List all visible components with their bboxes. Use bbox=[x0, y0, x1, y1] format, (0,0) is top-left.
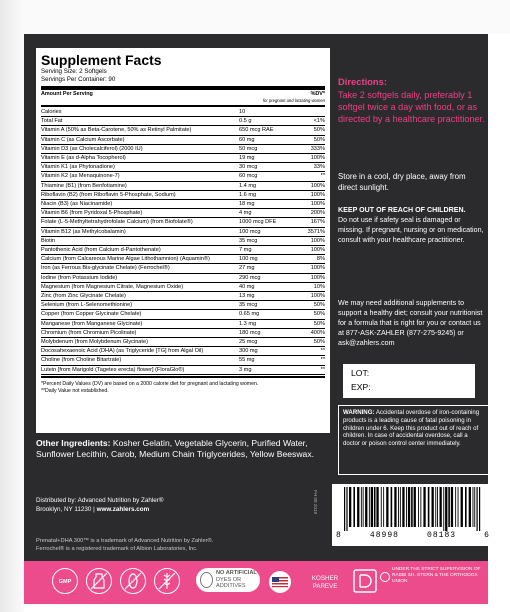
nutrient-amount: 1.6 mg bbox=[239, 191, 257, 198]
trademark-line1: Prenatal+DHA 300™ is a trademark of Advanced Nutrition by Zahler®. bbox=[36, 538, 214, 544]
nutrient-dv: 50% bbox=[313, 127, 325, 134]
nutrient-dv: 100% bbox=[310, 155, 325, 162]
nutrient-dv: 50% bbox=[313, 339, 325, 346]
nutrient-row bbox=[41, 145, 325, 154]
nutrient-amount: 1.3 mg bbox=[239, 320, 257, 327]
nutrient-dv: ** bbox=[320, 366, 325, 373]
barcode-bar bbox=[448, 487, 450, 527]
barcode-bar bbox=[400, 487, 401, 527]
usa-flag-icon bbox=[268, 570, 292, 594]
nutrient-name: Choline (from Choline Bitartrate) bbox=[41, 357, 122, 364]
nutrient-name: Vitamin K1 (as Phytonadione) bbox=[41, 164, 115, 171]
additional-info: We may need additional supplements to support a healthy diet; consult your nutritionist for a formula that is right for you or contact us at 877-ASK-ZAHLER (877-275-9245) or ask@zahlers.com bbox=[338, 299, 483, 347]
trademark-line2: Ferrochel® is a registered trademark of Albion Laboratories, Inc. bbox=[36, 546, 198, 552]
nutrient-name: Calcium (from Calcareous Marine Algae Lithothamnion) (Aquamin®) bbox=[41, 256, 210, 263]
nutrient-name: Vitamin K2 (as Menaquinone-7) bbox=[41, 173, 120, 180]
nutrient-row bbox=[41, 274, 325, 283]
nutrient-row bbox=[41, 347, 325, 356]
lot-exp-box bbox=[343, 364, 475, 398]
barcode-bar bbox=[418, 487, 419, 527]
nutrient-dv: 100% bbox=[310, 237, 325, 244]
supplement-facts-panel bbox=[36, 48, 330, 433]
barcode-bar bbox=[371, 487, 373, 527]
barcode-bar bbox=[437, 487, 438, 527]
nutrient-row bbox=[41, 292, 325, 301]
nutrient-dv: 50% bbox=[313, 320, 325, 327]
nutrient-dv: 333% bbox=[310, 145, 325, 152]
nutrient-dv: 100% bbox=[310, 191, 325, 198]
storage-text: Store in a cool, dry place, away from direct sunlight. bbox=[338, 172, 466, 192]
barcode-bar bbox=[432, 487, 434, 527]
nutrient-row bbox=[41, 108, 325, 117]
nutrient-amount: 3 mg bbox=[239, 366, 252, 373]
nutrient-amount: 35 mcg bbox=[239, 237, 258, 244]
barcode-bar bbox=[374, 487, 376, 527]
barcode-bar bbox=[477, 487, 478, 531]
nutrient-name: Thiamine (B1) (from Benfotiamine) bbox=[41, 182, 127, 189]
nutrient-amount: 27 mg bbox=[239, 265, 255, 272]
no-artificial-label: NO ARTIFICIAL bbox=[216, 570, 257, 577]
barcode bbox=[332, 484, 490, 546]
no-artificial-sub: DYES OR ADDITIVES bbox=[216, 576, 246, 590]
keep-out-heading: KEEP OUT OF REACH OF CHILDREN. bbox=[338, 206, 466, 214]
barcode-bar bbox=[349, 487, 351, 527]
trademark-notes bbox=[36, 537, 336, 553]
nutrient-amount: 0.5 g bbox=[239, 118, 252, 125]
nutrient-amount: 19 mg bbox=[239, 155, 255, 162]
nutrient-amount: 25 mcg bbox=[239, 339, 258, 346]
nutrient-dv: 100% bbox=[310, 182, 325, 189]
barcode-number bbox=[336, 531, 490, 540]
kosher-mark bbox=[302, 575, 348, 591]
barcode-bar bbox=[445, 487, 447, 531]
background-top bbox=[0, 0, 510, 34]
barcode-bar bbox=[394, 487, 396, 527]
nutrient-name: Vitamin D3 (as Cholecalciferol) (2000 IU) bbox=[41, 145, 143, 152]
nutrient-dv: 50% bbox=[313, 302, 325, 309]
side-code: FH 08 2019 bbox=[313, 490, 318, 515]
nutrient-row bbox=[41, 320, 325, 329]
nutrient-dv: 10% bbox=[313, 283, 325, 290]
nutrient-name: Niacin (B3) (as Niacinamide) bbox=[41, 201, 113, 208]
barcode-bar bbox=[381, 487, 382, 527]
nutrient-dv: 8% bbox=[316, 256, 325, 263]
nutrient-name: Pantothenic Acid (from Calcium d-Pantothenate) bbox=[41, 247, 161, 254]
nutrient-row bbox=[41, 191, 325, 200]
nutrient-name: Folate (L-5-Methyltetrahydrofolate Calcium) (from Biofolate®) bbox=[41, 219, 193, 226]
supervision-text: UNDER THE STRICT SUPERVISION OF RABBI SH. STERN & THE ORTHODOX UNION bbox=[392, 567, 481, 584]
nutrient-amount: 35 mcg bbox=[239, 302, 258, 309]
gluten-free-icon bbox=[154, 568, 180, 594]
nutrient-dv: 100% bbox=[310, 293, 325, 300]
barcode-bar bbox=[376, 487, 378, 527]
divider-medium bbox=[41, 376, 325, 378]
no-artificial-text bbox=[216, 570, 260, 590]
nutrient-name: Manganese (from Manganese Glycinate) bbox=[41, 320, 143, 327]
nutrient-row bbox=[41, 338, 325, 347]
nutrient-amount: 290 mcg bbox=[239, 274, 261, 281]
barcode-group2: 08183 bbox=[427, 531, 457, 540]
nutrient-name: Total Fat bbox=[41, 118, 63, 125]
barcode-bar bbox=[451, 487, 453, 527]
nutrient-row bbox=[41, 218, 325, 227]
nutrient-row bbox=[41, 136, 325, 145]
nutrient-amount: 1.4 mg bbox=[239, 182, 257, 189]
barcode-bar bbox=[369, 487, 370, 527]
nutrient-dv: 50% bbox=[313, 136, 325, 143]
nutrient-dv: 100% bbox=[310, 265, 325, 272]
barcode-group1: 48998 bbox=[369, 531, 399, 540]
barcode-bar bbox=[361, 487, 362, 527]
nutrient-dv: 3571% bbox=[307, 228, 325, 235]
barcode-first: 8 bbox=[336, 531, 342, 540]
nutrient-name: Vitamin E (as d-Alpha Tocopherol) bbox=[41, 155, 126, 162]
nutrient-dv: 33% bbox=[313, 164, 325, 171]
barcode-bar bbox=[398, 487, 399, 527]
soy-free-icon bbox=[120, 568, 146, 594]
nutrient-row bbox=[41, 246, 325, 255]
nutrient-dv: 400% bbox=[310, 329, 325, 336]
pareve-label: PAREVE bbox=[312, 583, 338, 590]
nutrient-amount: 4 mg bbox=[239, 210, 252, 217]
barcode-bar bbox=[461, 487, 463, 527]
nutrient-row bbox=[41, 237, 325, 246]
keep-out-text: Do not use if safety seal is damaged or missing. If pregnant, nursing or on medication, consult with your healthcare practitioner. bbox=[338, 216, 484, 244]
barcode-bar bbox=[346, 487, 347, 531]
warning-heading: WARNING: bbox=[343, 409, 375, 416]
barcode-bar bbox=[414, 487, 416, 527]
barcode-bar bbox=[353, 487, 355, 527]
kosher-certification-icon bbox=[352, 568, 378, 594]
nutrient-amount: 60 mcg bbox=[239, 173, 258, 180]
barcode-bar bbox=[408, 487, 410, 527]
nutrient-row bbox=[41, 172, 325, 181]
nutrient-name: Vitamin C (as Calcium Ascorbate) bbox=[41, 136, 125, 143]
amount-header-row bbox=[41, 91, 325, 104]
nutrient-table bbox=[41, 108, 325, 375]
nutrient-dv bbox=[295, 108, 325, 116]
barcode-bar bbox=[469, 487, 471, 527]
nutrient-amount: 18 mg bbox=[239, 201, 255, 208]
barcode-bar bbox=[406, 487, 407, 527]
nutrient-amount: 60 mg bbox=[239, 136, 255, 143]
nutrient-amount: 10 bbox=[239, 109, 246, 115]
nutrient-name: Zinc (from Zinc Glycinate Chelate) bbox=[41, 293, 126, 300]
barcode-bar bbox=[428, 487, 430, 527]
nutrient-row bbox=[41, 209, 325, 218]
nutrient-dv: <1% bbox=[313, 118, 325, 125]
barcode-bar bbox=[455, 487, 456, 527]
nutrient-amount: 0.65 mg bbox=[239, 311, 260, 318]
barcode-bar bbox=[386, 487, 388, 527]
nutrient-row bbox=[41, 310, 325, 319]
barcode-bar bbox=[411, 487, 413, 527]
dv-header: %DV* bbox=[310, 91, 325, 97]
barcode-bar bbox=[365, 487, 367, 527]
footnote-2: **Daily Value not established. bbox=[41, 387, 109, 394]
nutrient-row bbox=[41, 255, 325, 264]
ingredients-text: Kosher Gelatin, Vegetable Glycerin, Purified Water, Sunflower Lecithin, Carob, Medium Chain Triglycerides, Yellow Beeswax. bbox=[36, 438, 314, 459]
divider-thick bbox=[41, 86, 325, 90]
exp-label: EXP: bbox=[351, 382, 371, 392]
nutrient-amount: 1000 mcg DFE bbox=[239, 219, 277, 226]
barcode-bar bbox=[420, 487, 421, 527]
footnote-dv bbox=[41, 381, 325, 395]
nutrient-amount: 13 mg bbox=[239, 293, 255, 300]
nutrient-amount: 7 mg bbox=[239, 247, 252, 254]
nutrient-name: Iron (as Ferrous Bis-glycinate Chelate) (Ferrochel®) bbox=[41, 265, 170, 272]
kosher-label: KOSHER bbox=[311, 575, 339, 582]
nutrient-row bbox=[41, 154, 325, 163]
nutrient-dv: ** bbox=[320, 357, 325, 364]
nutrient-name: Vitamin A (50% as Beta-Carotene, 50% as Retinyl Palmitate) bbox=[41, 127, 192, 134]
barcode-last: 6 bbox=[484, 531, 490, 540]
barcode-bar bbox=[357, 487, 359, 527]
barcode-bar bbox=[458, 487, 459, 527]
barcode-bar bbox=[383, 487, 384, 527]
nutrient-row bbox=[41, 200, 325, 209]
panel-title: Supplement Facts bbox=[41, 52, 162, 68]
barcode-bar bbox=[435, 487, 436, 527]
barcode-bar bbox=[391, 487, 393, 527]
nutrient-name: Magnesium (from Magnesium Citrate, Magnesium Oxide) bbox=[41, 283, 184, 290]
nutrient-row bbox=[41, 117, 325, 126]
distributor-line2: Brooklyn, NY 11230 | bbox=[36, 505, 95, 513]
nutrient-name: Iodine (from Potassium Iodide) bbox=[41, 274, 118, 281]
warning-box bbox=[338, 405, 490, 475]
nutrient-name: Vitamin B12 (as Methylcobalamin) bbox=[41, 228, 126, 235]
keep-out-block bbox=[338, 205, 486, 245]
directions-text: Take 2 softgels daily, preferably 1 softgel twice a day with food, or as directed by a healthcare practitioner. bbox=[338, 90, 485, 124]
nutrient-name: Calories bbox=[41, 109, 62, 115]
lot-label: LOT: bbox=[351, 368, 370, 378]
divider-medium bbox=[41, 105, 325, 107]
nutrient-name: Selenium (from L-Selenomethionine) bbox=[41, 302, 133, 309]
nutrient-amount: 30 mcg bbox=[239, 164, 258, 171]
amount-header: Amount Per Serving bbox=[41, 91, 93, 97]
serving-size: Serving Size: 2 Softgels bbox=[41, 68, 107, 75]
barcode-bar bbox=[423, 487, 425, 527]
nutrient-dv: 100% bbox=[310, 274, 325, 281]
other-ingredients bbox=[36, 438, 326, 460]
nutrient-row bbox=[41, 228, 325, 237]
nutrient-name: Biotin bbox=[41, 237, 55, 244]
barcode-bar bbox=[465, 487, 467, 527]
dv-header-block bbox=[263, 91, 325, 104]
warning-text: Accidental overdose of iron-containing products is a leading cause of fatal poisoning in children under 6. Keep this product out of reach of children. In case of accidental overdose, call a doctor or poison control center immediately. bbox=[343, 409, 480, 448]
nutrient-row bbox=[41, 301, 325, 310]
nutrient-amount: 300 mg bbox=[239, 348, 258, 355]
nutrient-row bbox=[41, 182, 325, 191]
dv-subheader: for pregnant and lactating women bbox=[262, 97, 325, 103]
nutrient-dv: 50% bbox=[313, 311, 325, 318]
dairy-free-icon bbox=[86, 568, 112, 594]
nutrient-dv: ** bbox=[320, 173, 325, 180]
barcode-bar bbox=[402, 487, 404, 527]
nutrient-amount: 650 mcg RAE bbox=[239, 127, 274, 134]
nutrient-dv: 100% bbox=[310, 201, 325, 208]
directions-title: Directions: bbox=[338, 76, 387, 87]
nutrient-dv: 200% bbox=[310, 210, 325, 217]
nutrient-amount: 100 mcg bbox=[239, 228, 261, 235]
no-artificial-badge bbox=[196, 568, 260, 592]
nutrient-row bbox=[41, 356, 325, 365]
nutrient-amount: 40 mg bbox=[239, 283, 255, 290]
distributor-info bbox=[36, 497, 326, 514]
nutrient-name: Copper (from Copper Glycinate Chelate) bbox=[41, 311, 142, 318]
barcode-bar bbox=[443, 487, 444, 531]
nutrient-name: Molybdenum (from Molybdenum Glycinate) bbox=[41, 339, 148, 346]
distributor-url: www.zahlers.com bbox=[96, 505, 150, 513]
barcode-bar bbox=[473, 487, 474, 527]
barcode-bar bbox=[344, 487, 345, 531]
nutrient-amount: 50 mcg bbox=[239, 145, 258, 152]
nutrient-row bbox=[41, 163, 325, 172]
nutrient-name: Riboflavin (B2) (from Riboflavin 5-Phosphate, Sodium) bbox=[41, 191, 176, 198]
no-symbol-icon bbox=[200, 572, 213, 588]
nutrient-row bbox=[41, 283, 325, 292]
barcode-bars bbox=[342, 487, 482, 531]
gmp-label: GMP bbox=[58, 579, 72, 585]
nutrient-amount: 55 mg bbox=[239, 357, 255, 364]
nutrient-row bbox=[41, 264, 325, 273]
orthodox-union-icon bbox=[380, 572, 390, 582]
footnote-1: *Percent Daily Values (DV) are based on a 2000 calorie diet for pregnant and lactating women. bbox=[41, 380, 259, 387]
background-left bbox=[0, 0, 24, 612]
nutrient-name: Lutein [from Marigold (Tagetes erecta) flower] (FloraGlo®) bbox=[41, 366, 185, 373]
nutrient-amount: 180 mcg bbox=[239, 329, 261, 336]
barcode-bar bbox=[363, 487, 364, 527]
nutrient-amount: 100 mg bbox=[239, 256, 258, 263]
nutrient-name: Vitamin B6 (from Pyridoxal 5-Phosphate) bbox=[41, 210, 143, 217]
nutrient-row bbox=[41, 366, 325, 375]
ingredients-label: Other Ingredients: bbox=[36, 438, 111, 448]
barcode-bar bbox=[474, 487, 475, 527]
nutrient-name: Docosahexaenoic Acid (DHA) (as Triglyceride [TG] from Algal Oil) bbox=[41, 348, 204, 355]
nutrient-dv: 167% bbox=[310, 219, 325, 226]
nutrient-row bbox=[41, 329, 325, 338]
nutrient-dv: ** bbox=[320, 348, 325, 355]
barcode-bar bbox=[440, 487, 442, 527]
servings-per-container: Servings Per Container: 90 bbox=[41, 76, 116, 83]
nutrient-row bbox=[41, 126, 325, 135]
distributor-line1: Distributed by: Advanced Nutrition by Zahler® bbox=[36, 497, 164, 504]
barcode-bar bbox=[479, 487, 480, 531]
nutrient-name: Chromium (from Chromium Picolinate) bbox=[41, 329, 137, 336]
nutrient-dv: 100% bbox=[310, 247, 325, 254]
gmp-seal-icon bbox=[52, 568, 78, 594]
